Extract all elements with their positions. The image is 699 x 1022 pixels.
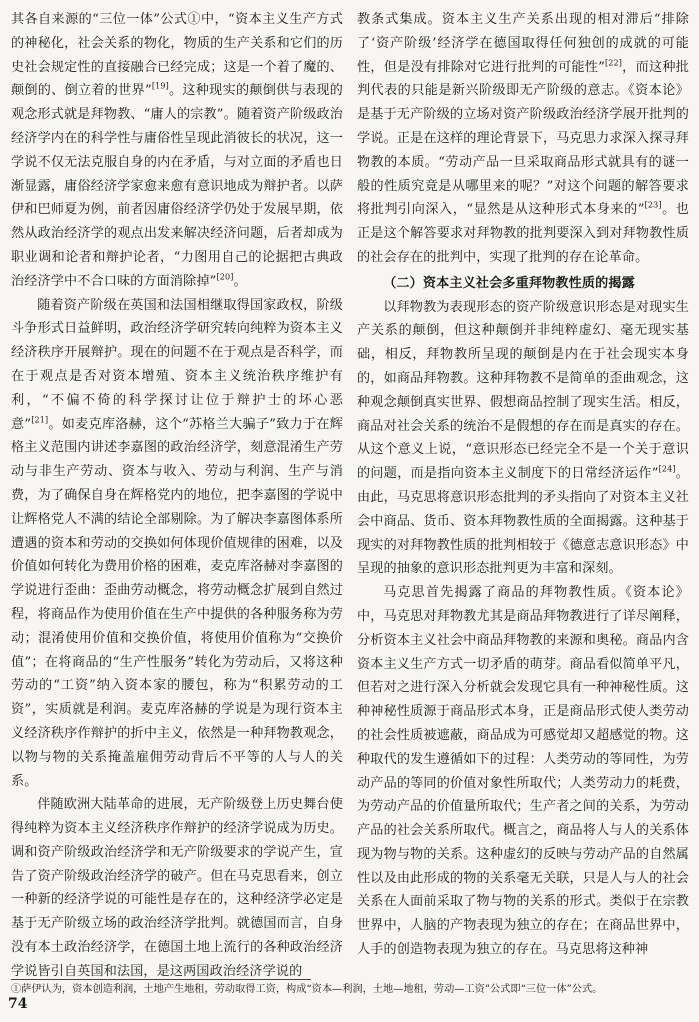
paragraph-text: 。也正是这个解答要求对拜物教的批判要深入到对拜物教性质的社会存在的批判中，实现了批判的存在论革命。 (357, 202, 689, 265)
paragraph-text: 。由此，马克思将意识形态批判的矛头指向了对资本主义社会中商品、货币、资本拜物教性质的全面揭露。这种基于现实的对拜物教性质的批判相较于《德意志意识形态》中呈现的抽象的意识形态批判更为丰富和深刻。 (357, 466, 689, 577)
paragraph-text: 以拜物教为表现形态的资产阶级意识形态是对现实生产关系的颠倒，但这种颠倒并非纯粹虚幻、毫无现实基础，相反，拜物教所呈现的颠倒是内在于社会现实本身的，如商品拜物教。这种拜物教不是简单的歪曲观念，这种观念颠倒真实世界、假想商品控制了现实生活。相反，商品对社会关系的统治不是假想的存在而是真实的存在。从这个意义上说，“意识形态已经完全不是一个关于意识的问题，而是指向资本主义制度下的日常经济运作” (357, 299, 689, 482)
paragraph (11, 8, 343, 294)
paragraph (357, 296, 689, 582)
paragraph-text: 随着资产阶级在英国和法国相继取得国家政权，阶级斗争形式日益鲜明，政治经济学研究转向纯粹为资本主义经济秩序开展辩护。现在的问题不在于观点是否科学，而在于观点是否对资本增殖、资本主义统治秩序维护有利，“不偏不倚的科学探讨让位于辩护士的坏心恶意” (11, 297, 343, 432)
citation-marker: [22] (604, 58, 623, 68)
left-column (11, 8, 343, 984)
citation-marker: [24] (658, 464, 676, 474)
paragraph-text: 教条式集成。资本主义生产关系出现的相对滞后“排除了‘资产阶级’经济学在德国取得任何独创的成就的可能性，但是没有排除对它进行批判的可能性” (357, 12, 689, 75)
page-number: 74 (8, 996, 28, 1012)
paragraph (11, 294, 343, 794)
paragraph-text: 其各自来源的“三位一体”公式①中，“资本主义生产方式的神秘化，社会关系的物化，物质的生产关系和它们的历史社会规定性的直接融合已经完成；这是一个着了魔的、颠倒的、倒立着的世界” (11, 12, 343, 99)
section-heading: （二）资本主义社会多重拜物教性质的揭露 (383, 275, 635, 291)
paragraph-text: 马克思首先揭露了商品的拜物教性质。《资本论》中，马克思对拜物教尤其是商品拜物教进行了详尽阐释，分析资本主义社会中商品拜物教的来源和奥秘。商品内含资本主义生产方式一切矛盾的萌芽。商品看似简单平凡，但若对之进行深入分析就会发现它具有一种神秘性质。这种神秘性质源于商品形式本身，正是商品形式使人类劳动的社会性质被遮蔽，商品成为可感觉却又超感觉的物。这种取代的发生遵循如下的过程：人类劳动的等同性，为劳动产品的等同的价值对象性所取代；人类劳动力的耗费，为劳动产品的价值量所取代；生产者之间的关系，为劳动产品的社会关系所取代。概言之，商品将人与人的关系体现为物与物的关系。这种虚幻的反映与劳动产品的自然属性以及由此形成的物的关系毫无关联，只是人与人的社会关系在人面前采取了物与物的关系的形式。类似于在宗教世界中，人脑的产物表现为独立的存在；在商品世界中，人手的创造物表现为独立的存在。马克思将这种神 (357, 585, 689, 958)
citation-marker: [21] (31, 415, 49, 425)
right-column (357, 8, 689, 962)
paragraph-text: 伴随欧洲大陆革命的进展，无产阶级登上历史舞台使得纯粹为资本主义经济秩序作辩护的经济学说成为历史。调和资产阶级政治经济学和无产阶级要求的学说产生，宣告了资产阶级政治经济学的破产。但在马克思看来，创立一种新的经济学说的可能性是存在的，这种经济学必定是基于无产阶级立场的政治经济学批判。就德国而言，自身没有本土政治经济学，在德国土地上流行的各种政治经济学说皆引自英国和法国，是这两国政治经济学说的 (11, 797, 343, 979)
paragraph (357, 581, 689, 962)
citation-marker: [23] (644, 201, 662, 211)
footnote: ①萨伊认为，资本创造利润，土地产生地租，劳动取得工资，构成“资本—利润，土地—地租，劳动—工资”公式即“三位一体”公式。 (11, 984, 603, 995)
paragraph (357, 8, 689, 270)
footnote-divider (11, 979, 311, 980)
paragraph-text: 。 (233, 273, 247, 289)
paragraph (11, 793, 343, 983)
citation-marker: [19] (151, 82, 169, 92)
paragraph-text: 。这种现实的颠倒供与表现的观念形式就是拜物教、“庸人的宗教”。随着资产阶级政治经济学内在的科学性与庸俗性呈现此消彼长的状况，这一学说不仅无法克服自身的内在矛盾，与对立面的矛盾也日渐显露，庸俗经济学家愈来愈有意识地成为辩护者。以萨伊和巴师夏为例，前者因庸俗经济学仍处于发展早期，依然从政治经济学的观点出发来解决经济问题，后者却成为职业调和论者和辩护论者，“力图用自己的论据把古典政治经济学中不合口味的方面消除掉” (11, 83, 343, 289)
paragraph-text: ，而这种批判代表的只能是新兴阶级即无产阶级的意志。《资本论》是基于无产阶级的立场对资产阶级政治经济学展开批判的学说。正是在这样的理论背景下，马克思力求深入探寻拜物教的本质。“劳动产品一旦采取商品形式就具有的谜一般的性质究竟是从哪里来的呢？”对这个问题的解答要求将批判引向深入，“显然是从这种形式本身来的” (357, 59, 689, 218)
paragraph-text: 。如麦克库洛赫，这个“苏格兰大骗子”致力于在辉格主义范围内讲述李嘉图的政治经济学，刻意混淆生产劳动与非生产劳动、资本与收入、劳动与利润、生产与消费，为了确保自身在辉格党内的地位，把李嘉图的学说中让辉格党人不满的结论全部剔除。为了解决李嘉图体系所遭遇的资本和劳动的交换如何体现价值规律的困难，以及价值如何转化为费用价格的困难，麦克库洛赫对李嘉图的学说进行歪曲：歪曲劳动概念，将劳动概念扩展到自然过程，将商品作为使用价值在生产中提供的各种服务称为劳动；混淆使用价值和交换价值，将使用价值称为“交换价值”；在将商品的“生产性服务”转化为劳动后，又将这种劳动的“工资”纳入资本家的腰包，称为“积累劳动的工资”，实质就是利润。麦克库洛赫的学说是为现行资本主义经济秩序作辩护的折中主义，依然是一种拜物教观念，以物与物的关系掩盖雇佣劳动背后不平等的人与人的关系。 (11, 416, 343, 789)
citation-marker: [20] (216, 272, 234, 282)
